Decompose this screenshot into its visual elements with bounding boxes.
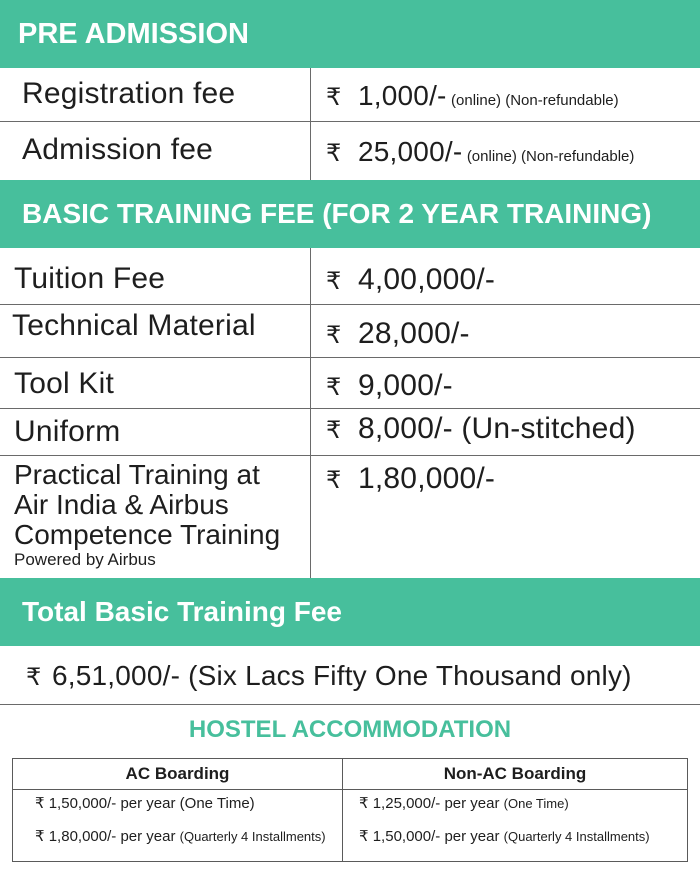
fee-label: Tuition Fee — [14, 262, 166, 295]
fee-amount: 1,80,000/- — [358, 462, 496, 495]
fee-label: Practical Training at Air India & Airbus Competence Training Powered by Airbus — [14, 459, 281, 569]
fee-amount: 8,000/- (Un-stitched) — [358, 412, 636, 445]
rupee-icon: ₹ — [326, 417, 342, 444]
non-ac-boarding-cell — [343, 790, 688, 862]
total-amount: 6,51,000/- (Six Lacs Fifty One Thousand only) — [52, 660, 632, 691]
fee-label: Tool Kit — [14, 367, 114, 400]
fee-label: Technical Material — [12, 309, 256, 342]
fee-amount: 4,00,000/- — [358, 263, 496, 296]
fee-sub-label: Powered by Airbus — [14, 550, 156, 569]
fee-label: Admission fee — [22, 133, 214, 166]
hostel-price-line: ₹ 1,25,000/- per year (One Time) — [359, 795, 569, 812]
fee-row-tool-kit — [0, 358, 700, 409]
rupee-icon: ₹ — [326, 140, 342, 167]
total-header — [0, 578, 700, 646]
fee-row-admission — [0, 122, 700, 180]
fee-amount: 28,000/- — [358, 317, 470, 350]
hostel-price-line: ₹ 1,50,000/- per year (One Time) — [35, 795, 255, 812]
pre-admission-header — [0, 0, 700, 68]
fee-row-uniform — [0, 409, 700, 456]
hostel-table — [12, 758, 688, 862]
rupee-icon: ₹ — [326, 268, 342, 295]
basic-training-title: BASIC TRAINING FEE (FOR 2 YEAR TRAINING) — [22, 198, 652, 229]
non-ac-boarding-header: Non-AC Boarding — [343, 759, 688, 790]
rupee-icon: ₹ — [35, 795, 45, 812]
total-row — [0, 646, 700, 705]
fee-row-tuition — [0, 248, 700, 305]
rupee-icon: ₹ — [326, 467, 342, 494]
fee-amount: 1,000/- — [358, 80, 447, 111]
hostel-price-line: ₹ 1,50,000/- per year (Quarterly 4 Installments) — [359, 828, 650, 845]
rupee-icon: ₹ — [359, 795, 369, 812]
rupee-icon: ₹ — [359, 828, 369, 845]
fee-note: (online) (Non-refundable) — [466, 148, 635, 165]
fee-amount: 9,000/- — [358, 369, 453, 402]
fee-note: (online) (Non-refundable) — [451, 92, 619, 109]
rupee-icon: ₹ — [26, 664, 42, 691]
fee-row-technical-material — [0, 305, 700, 358]
total-title: Total Basic Training Fee — [22, 596, 343, 627]
rupee-icon: ₹ — [326, 374, 342, 401]
rupee-icon: ₹ — [35, 828, 45, 845]
basic-training-header — [0, 180, 700, 248]
ac-boarding-header: AC Boarding — [13, 759, 343, 790]
hostel-accommodation-title: HOSTEL ACCOMMODATION — [188, 716, 512, 743]
ac-boarding-cell — [13, 790, 343, 862]
fee-label: Registration fee — [22, 77, 236, 110]
rupee-icon: ₹ — [326, 84, 342, 111]
hostel-price-line: ₹ 1,80,000/- per year (Quarterly 4 Installments) — [35, 828, 326, 845]
rupee-icon: ₹ — [326, 322, 342, 349]
fee-label: Uniform — [14, 415, 121, 448]
fee-row-registration — [0, 68, 700, 122]
fee-row-practical-training — [0, 456, 700, 578]
fee-amount: 25,000/- — [358, 136, 463, 167]
pre-admission-title: PRE ADMISSION — [18, 17, 249, 50]
